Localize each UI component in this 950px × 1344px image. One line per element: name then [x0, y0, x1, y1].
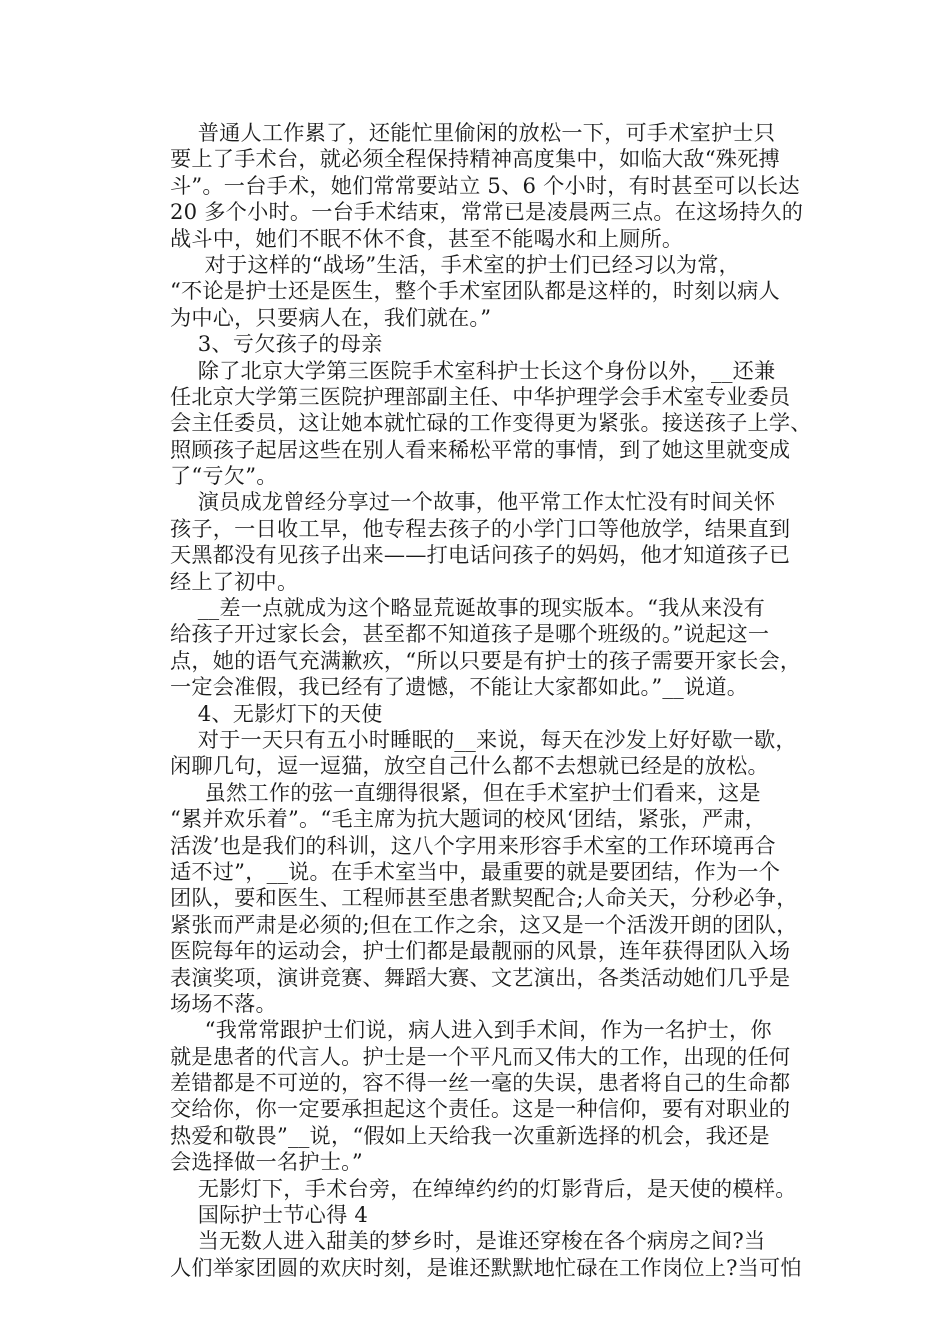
text-line: 适不过”，__说。在手术室当中，最重要的就是要团结，作为一个 — [170, 858, 781, 884]
text-line: 除了北京大学第三医院手术室科护士长这个身份以外，__还兼 — [170, 357, 776, 383]
text-line: “累并欢乐着”。“毛主席为抗大题词的校风‘团结，紧张，严肃， — [170, 806, 767, 832]
text-line: 交给你，你一定要承担起这个责任。这是一种信仰，要有对职业的 — [170, 1096, 791, 1122]
text-line: 点，她的语气充满歉疚，“所以只要是有护士的孩子需要开家长会， — [170, 647, 802, 673]
text-line: 对于这样的“战场”生活，手术室的护士们已经习以为常， — [170, 251, 741, 277]
text-line: 会主任委员，这让她本就忙碌的工作变得更为紧张。接送孩子上学、 — [170, 410, 812, 436]
text-line: 闲聊几句，逗一逗猫，放空自己什么都不去想就已经是的放松。 — [170, 753, 769, 779]
text-line: 虽然工作的弦一直绷得很紧，但在手术室护士们看来，这是 — [170, 779, 761, 805]
text-line: 为中心，只要病人在，我们就在。” — [170, 304, 492, 330]
body-text — [170, 120, 810, 1281]
text-line: 一定会准假，我已经有了遗憾，不能让大家都如此。”__说道。 — [170, 674, 749, 700]
text-line: “我常常跟护士们说，病人进入到手术间，作为一名护士，你 — [170, 1017, 772, 1043]
text-line: 天黑都没有见孩子出来——打电话问孩子的妈妈，他才知道孩子已 — [170, 542, 791, 568]
text-line: 当无数人进入甜美的梦乡时，是谁还穿梭在各个病房之间?当 — [170, 1228, 766, 1254]
text-line: 人们举家团圆的欢庆时刻，是谁还默默地忙碌在工作岗位上?当可怕 — [170, 1254, 802, 1280]
text-line: 团队，要和医生、工程师甚至患者默契配合;人命关天，分秒必争， — [170, 885, 798, 911]
text-line: 要上了手术台，就必须全程保持精神高度集中，如临大敌“殊死搏 — [170, 146, 780, 172]
text-line: 对于一天只有五小时睡眠的__来说，每天在沙发上好好歇一歇， — [170, 726, 797, 752]
text-line: 普通人工作累了，还能忙里偷闲的放松一下，可手术室护士只 — [170, 120, 776, 145]
text-line: 20 多个小时。一台手术结束，常常已是凌晨两三点。在这场持久的 — [170, 199, 804, 225]
text-line: 3、亏欠孩子的母亲 — [170, 331, 383, 357]
text-line: 照顾孩子起居这些在别人看来稀松平常的事情，到了她这里就变成 — [170, 436, 791, 462]
text-line: 就是患者的代言人。护士是一个平凡而又伟大的工作，出现的任何 — [170, 1043, 791, 1069]
text-line: __差一点就成为这个略显荒诞故事的现实版本。“我从来没有 — [170, 595, 766, 621]
text-line: 热爱和敬畏”__说，“假如上天给我一次重新选择的机会，我还是 — [170, 1122, 770, 1148]
text-line: 4、无影灯下的天使 — [170, 700, 383, 726]
text-line: 演员成龙曾经分享过一个故事，他平常工作太忙没有时间关怀 — [170, 489, 776, 515]
text-line: 国际护士节心得 4 — [170, 1202, 369, 1228]
text-line: 会选择做一名护士。” — [170, 1149, 363, 1175]
text-line: 孩子，一日收工早，他专程去孩子的小学门口等他放学，结果直到 — [170, 515, 791, 541]
text-line: 给孩子开过家长会，甚至都不知道孩子是哪个班级的。”说起这一 — [170, 621, 770, 647]
text-line: 经上了初中。 — [170, 568, 299, 594]
text-line: 紧张而严肃是必须的;但在工作之余，这又是一个活泼开朗的团队， — [170, 911, 798, 937]
text-line: 斗”。一台手术，她们常常要站立 5、6 个小时，有时甚至可以长达 — [170, 172, 800, 198]
text-line: 差错都是不可逆的，容不得一丝一毫的失误，患者将自己的生命都 — [170, 1070, 791, 1096]
text-line: 无影灯下，手术台旁，在绰绰约约的灯影背后，是天使的模样。 — [170, 1175, 797, 1201]
text-line: 场场不落。 — [170, 990, 277, 1016]
text-line: 活泼’也是我们的科训，这八个字用来形容手术室的工作环境再合 — [170, 832, 776, 858]
text-line: “不论是护士还是医生，整个手术室团队都是这样的，时刻以病人 — [170, 278, 780, 304]
text-line: 了“亏欠”。 — [170, 463, 278, 489]
text-line: 战斗中，她们不眠不休不食，甚至不能喝水和上厕所。 — [170, 225, 684, 251]
text-line: 任北京大学第三医院护理部副主任、中华护理学会手术室专业委员 — [170, 383, 791, 409]
text-line: 表演奖项，演讲竞赛、舞蹈大赛、文艺演出，各类活动她们几乎是 — [170, 964, 791, 990]
text-line: 医院每年的运动会，护士们都是最靓丽的风景，连年获得团队入场 — [170, 938, 791, 964]
